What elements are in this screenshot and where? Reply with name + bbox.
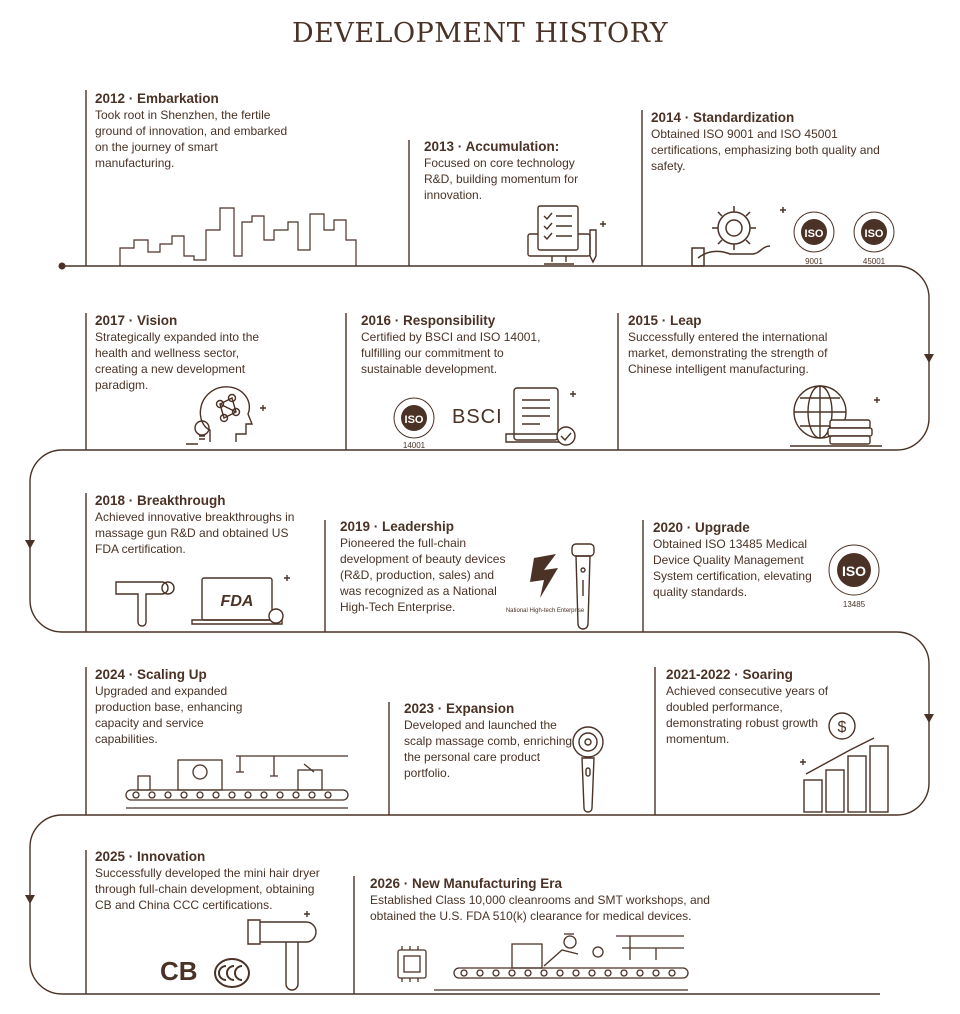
milestone-2016 — [361, 312, 561, 377]
milestone-description: Achieved consecutive years of doubled performance, demonstrating robust growth momentum. — [666, 684, 829, 746]
factory-line-icon — [394, 930, 690, 994]
milestone-description: Obtained ISO 13485 Medical Device Quality Management System certification, elevating quality standards. — [653, 537, 812, 599]
milestone-heading: 2012 · Embarkation — [95, 91, 219, 106]
milestone-description: Certified by BSCI and ISO 14001, fulfilling our commitment to sustainable development. — [361, 330, 541, 376]
dollar-sign: $ — [837, 719, 847, 736]
milestone-description: Established Class 10,000 cleanrooms and SMT workshops, and obtained the U.S. FDA 510(k) clearance for medical devices. — [370, 893, 710, 923]
globe-books-icon — [786, 380, 886, 448]
iso-seal-icon — [792, 210, 840, 266]
milestone-2020 — [653, 519, 823, 600]
hitech-logo — [505, 550, 585, 630]
iso-label: ISO — [404, 414, 424, 426]
milestone-heading: 2015 · Leap — [628, 313, 702, 328]
milestone-heading: 2021-2022 · Soaring — [666, 667, 793, 682]
iso-label: ISO — [841, 563, 867, 579]
milestone-description: Successfully entered the international market, demonstrating the strength of Chinese intelligent manufacturing. — [628, 330, 828, 376]
city-skyline-icon — [120, 200, 360, 268]
milestone-2014 — [651, 109, 891, 174]
milestone-heading: 2023 · Expansion — [404, 701, 515, 716]
milestone-2019 — [340, 518, 518, 615]
hair-dryer-icon — [242, 910, 318, 990]
massage-comb-icon — [568, 724, 608, 814]
milestone-heading: 2017 · Vision — [95, 313, 178, 328]
milestone-heading: 2018 · Breakthrough — [95, 493, 226, 508]
fda-logo: FDA — [220, 593, 254, 610]
production-line-icon — [124, 752, 350, 812]
iso-label: ISO — [864, 228, 884, 240]
head-network-icon — [180, 378, 270, 448]
milestone-heading: 2025 · Innovation — [95, 849, 206, 864]
milestone-heading: 2026 · New Manufacturing Era — [370, 876, 563, 891]
milestone-description: Upgraded and expanded production base, enhancing capacity and service capabilities. — [95, 684, 243, 746]
milestone-2026 — [370, 875, 710, 924]
milestone-description: Achieved innovative breakthroughs in massage gun R&D and obtained US FDA certification. — [95, 510, 295, 556]
milestone-description: Developed and launched the scalp massage comb, enriching the personal care product portfolio. — [404, 718, 573, 780]
milestone-heading: 2020 · Upgrade — [653, 520, 750, 535]
hitech-label: National High-tech Enterprise — [505, 608, 585, 614]
milestone-2024 — [95, 666, 265, 747]
milestone-2013 — [424, 138, 604, 203]
milestone-heading: 2016 · Responsibility — [361, 313, 496, 328]
milestone-description: Successfully developed the mini hair dryer through full-chain development, obtaining CB and China CCC certifications. — [95, 866, 320, 912]
milestone-description: Obtained ISO 9001 and ISO 45001 certifications, emphasizing both quality and safety. — [651, 127, 880, 173]
certificate-document-icon — [500, 384, 584, 450]
milestone-heading: 2024 · Scaling Up — [95, 667, 207, 682]
milestone-2015 — [628, 312, 858, 377]
milestone-heading: 2013 · Accumulation: — [424, 139, 560, 154]
milestone-2012 — [95, 90, 295, 171]
iso-seal-icon — [392, 396, 440, 452]
milestone-description: Took root in Shenzhen, the fertile ground of innovation, and embarked on the journey of smart manufacturing. — [95, 108, 288, 170]
iso-number: 9001 — [805, 257, 823, 266]
milestone-heading: 2014 · Standardization — [651, 110, 795, 125]
massage-gun-icon — [110, 572, 300, 632]
milestone-description: Pioneered the full-chain development of beauty devices (R&D, production, sales) and was recognized as a National High-Tech Enterprise. — [340, 536, 506, 614]
beauty-device-icon — [566, 540, 602, 632]
growth-chart-icon — [798, 708, 890, 814]
page-title: DEVELOPMENT HISTORY — [291, 18, 669, 49]
iso-number: 45001 — [862, 257, 886, 266]
monitor-checklist-icon — [520, 200, 612, 268]
iso-label: ISO — [804, 228, 824, 240]
milestone-2018 — [95, 492, 310, 557]
iso-number: 14001 — [402, 441, 426, 450]
iso-seal-icon — [852, 210, 900, 266]
milestone-heading: 2019 · Leadership — [340, 519, 455, 534]
milestone-2023 — [404, 700, 574, 781]
milestone-description: Strategically expanded into the health and wellness sector, creating a new development paradigm. — [95, 330, 260, 392]
milestone-description: Focused on core technology R&D, building momentum for innovation. — [424, 156, 579, 202]
cb-logo: CB — [160, 956, 198, 986]
bsci-logo: BSCI — [452, 406, 503, 428]
iso-number: 13485 — [842, 600, 866, 609]
iso-seal-icon — [824, 544, 886, 610]
milestone-2025 — [95, 848, 320, 913]
